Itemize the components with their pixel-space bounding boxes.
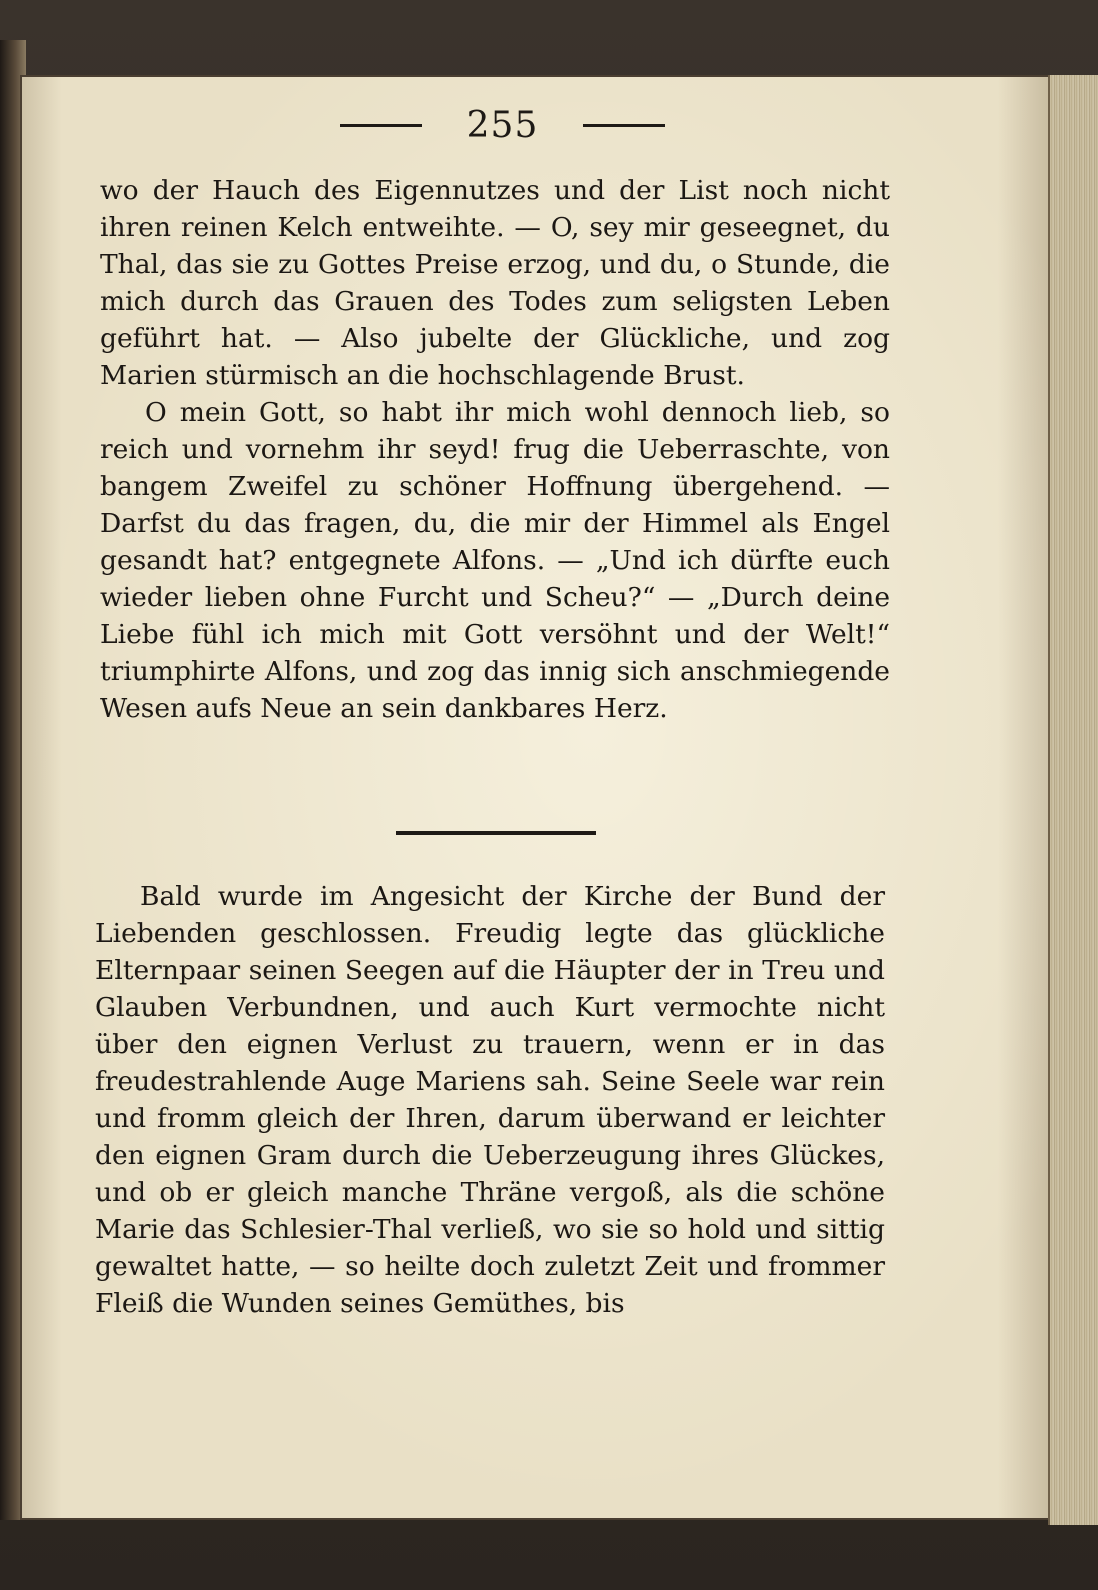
- section-divider-wrap: [100, 795, 596, 879]
- paragraph: wo der Hauch des Eigennutzes und der List noch nicht ihren reinen Kelch entweihte. — O, sey mir geseegnet, du Thal, das sie zu Gottes Preise erzog, und du, o Stunde, die mich durch das Grauen des Todes zum seligsten Leben geführt hat. — Also jubelte der Glückliche, und zog Marien stürmisch an die hochschlagende Brust.: [100, 175, 890, 391]
- header-rule-right: [583, 124, 665, 127]
- text-block-top: [100, 172, 890, 727]
- paragraph: Bald wurde im Angesicht der Kirche der Bund der Liebenden geschlossen. Freudig legte das glückliche Elternpaar seinen Seegen auf die Häupter der in Treu und Glauben Verbundnen, und auch Kurt vermochte nicht über den eignen Verlust zu trauern, wenn er in das freudestrahlende Auge Mariens sah. Seine Seele war rein und fromm gleich der Ihren, darum überwand er leichter den eignen Gram durch die Ueberzeugung ihres Glückes, und ob er gleich manche Thräne vergoß, als die schöne Marie das Schlesier-Thal verließ, wo sie so hold und sittig gewaltet hatte, — so heilte doch zuletzt Zeit und frommer Fleiß die Wunden seines Gemüthes, bis: [95, 881, 885, 1319]
- page-header: [340, 100, 665, 150]
- paragraph: O mein Gott, so habt ihr mich wohl dennoch lieb, so reich und vornehm ihr seyd! frug die Ueberraschte, von bangem Zweifel zu schöner Hoffnung übergehend. — Darfst du das fragen, du, die mir der Himmel als Engel gesandt hat? entgegnete Alfons. — „Und ich dürfte euch wieder lieben ohne Furcht und Scheu?“ — „Durch deine Liebe fühl ich mich mit Gott versöhnt und der Welt!“ triumphirte Alfons, und zog das innig sich anschmiegende Wesen aufs Neue an sein dankbares Herz.: [100, 397, 890, 724]
- section-divider: [396, 831, 596, 835]
- text-block-bottom: [95, 878, 885, 1322]
- page-number: 255: [466, 104, 539, 146]
- header-rule-left: [340, 124, 422, 127]
- page-edges: [1048, 75, 1098, 1525]
